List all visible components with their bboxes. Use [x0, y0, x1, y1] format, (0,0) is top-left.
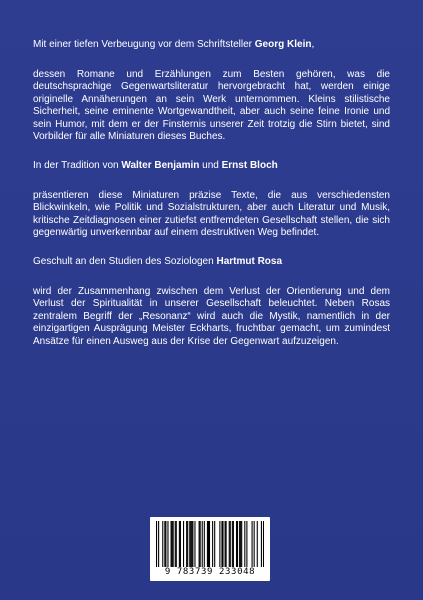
- barcode-bar: [199, 521, 200, 567]
- intro-georg-klein: [33, 39, 390, 51]
- barcode-bar: [156, 521, 157, 567]
- barcode-bar: [222, 521, 223, 567]
- author-name: Georg Klein: [254, 39, 312, 50]
- barcode-bar: [190, 521, 191, 567]
- barcode-bar: [173, 521, 174, 567]
- barcode-bar: [237, 521, 238, 567]
- barcode-bar: [252, 521, 253, 567]
- intro-suffix: ,: [311, 39, 315, 50]
- barcode-bar: [226, 521, 227, 567]
- author-name: Walter Benjamin: [121, 160, 200, 171]
- barcode-bar: [214, 521, 215, 567]
- barcode-bar: [162, 521, 163, 567]
- barcode-bar: [246, 521, 247, 567]
- barcode-bar: [176, 521, 177, 567]
- intro-text: In der Tradition von: [33, 160, 122, 171]
- barcode-bar: [194, 521, 195, 567]
- paragraph-3: wird der Zusammenhang zwischen dem Verlust der Orientierung und dem Verlust der Spiritualität in unserer Gesellschaft beleuchtet. Neben Rosas zentralem Begriff der „Resonanz“ wird auch die Mystik, namentlich in der einzigartigen Ausprägung Meister Eckharts, fruchtbar gemacht, um zumindest Ansätze für einen Ausweg aus der Krise der Gegenwart aufzuzeigen.: [33, 286, 390, 347]
- barcode-bar: [244, 521, 245, 567]
- barcode-bar: [189, 521, 190, 567]
- barcode-bars: [156, 521, 264, 569]
- barcode-bar: [171, 521, 172, 567]
- barcode-bar: [167, 521, 168, 567]
- barcode-bar: [232, 521, 233, 567]
- barcode-bar: [241, 521, 242, 567]
- barcode-bar: [236, 521, 237, 567]
- barcode-bar: [200, 521, 201, 567]
- barcode-bar: [187, 521, 188, 567]
- barcode-bar: [221, 521, 222, 567]
- intro-tradition: [33, 160, 390, 172]
- barcode-bar: [212, 521, 213, 567]
- paragraph-2: präsentieren diese Miniaturen präzise Texte, die aus verschiedensten Blickwinkeln, wie Politik und Sozialstrukturen, aber auch Literatur und Musik, kritische Zeitdiagnosen einer zutiefst entfremdeten Gesellschaft stellen, die sich gegenwärtig unverkennbar auf einem destruktiven Weg befindet.: [33, 190, 390, 239]
- barcode-bar: [263, 521, 264, 567]
- barcode-bar: [183, 521, 184, 567]
- barcode-bar: [186, 521, 187, 567]
- barcode-bar: [202, 521, 203, 567]
- barcode-bar: [239, 521, 240, 567]
- barcode-bar: [225, 521, 226, 567]
- barcode-bar: [172, 521, 173, 567]
- intro-text: Mit einer tiefen Verbeugung vor dem Schriftsteller: [33, 39, 255, 50]
- barcode-bar: [191, 521, 192, 567]
- barcode-bar: [233, 521, 234, 567]
- barcode-bar: [230, 521, 231, 567]
- barcode: [150, 517, 270, 581]
- barcode-bar: [261, 521, 262, 567]
- barcode-bar: [254, 521, 255, 567]
- barcode-bar: [208, 521, 209, 567]
- barcode-bar: [240, 521, 241, 567]
- barcode-bar: [257, 521, 258, 567]
- barcode-bar: [204, 521, 205, 567]
- intro-rosa: [33, 256, 390, 268]
- barcode-bar: [219, 521, 220, 567]
- intro-text: Geschult an den Studien des Soziologen: [33, 256, 217, 267]
- barcode-bar: [207, 521, 208, 567]
- barcode-bar: [175, 521, 176, 567]
- barcode-bar: [180, 521, 181, 567]
- author-name: Hartmut Rosa: [216, 256, 283, 267]
- author-name: Ernst Bloch: [221, 160, 278, 171]
- barcode-bar: [209, 521, 210, 567]
- intro-text: und: [199, 160, 222, 171]
- barcode-bar: [164, 521, 165, 567]
- barcode-bar: [229, 521, 230, 567]
- barcode-bar: [179, 521, 180, 567]
- paragraph-1: dessen Romane und Erzählungen zum Besten gehören, was die deutschsprachige Gegenwartsliteratur hervorgebracht hat, werden einige originelle Annäherungen an sein Werk unternommen. Kleins stilistische Sicherheit, seine eminente Wortgewandtheit, aber auch seine feine Ironie und sein Humor, mit dem er der Finsternis unserer Zeit trotzig die Stirn bietet, sind Vorbilder für alle Miniaturen dieses Buches.: [33, 69, 390, 143]
- barcode-bar: [158, 521, 159, 567]
- barcode-bar: [165, 521, 166, 567]
- barcode-digits: 9 783739 233048: [164, 567, 256, 577]
- barcode-bar: [192, 521, 193, 567]
